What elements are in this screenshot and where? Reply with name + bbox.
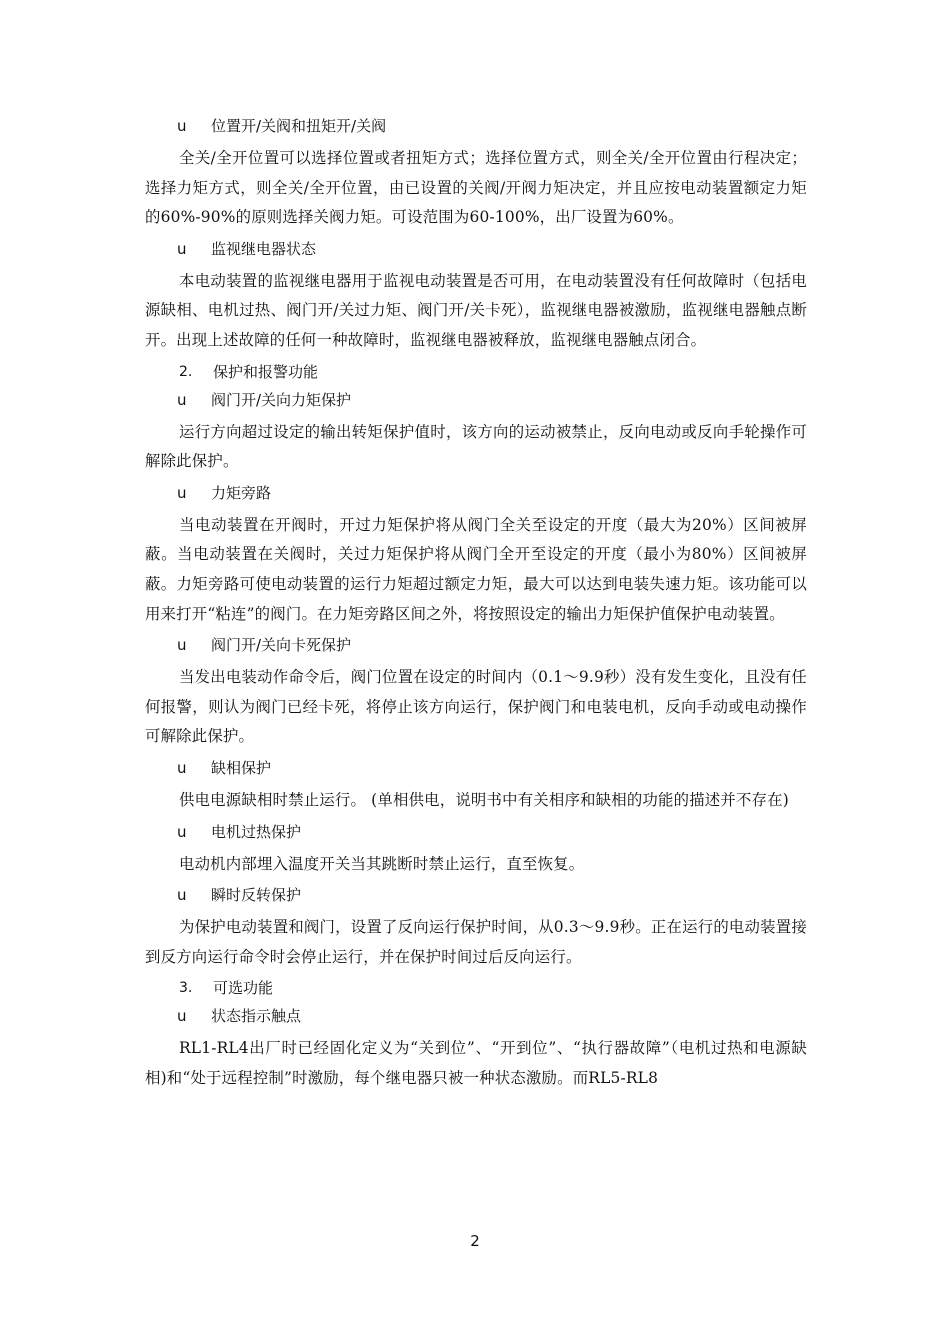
heading-stall-protection — [145, 635, 807, 655]
heading-monitor-relay — [145, 239, 807, 259]
bullet-marker: u — [177, 886, 187, 905]
bullet-marker: u — [177, 636, 187, 655]
heading-text: 电机过热保护 — [211, 822, 302, 841]
paragraph-torque-bypass: 当电动装置在开阀时，开过力矩保护将从阀门全关至设定的开度（最大为20%）区间被屏蔽。当电动装置在关阀时，关过力矩保护将从阀门全开至设定的开度（最小为80%）区间被屏蔽。力矩旁路可使电动装置的运行力矩超过额定力矩，最大可以达到电装失速力矩。该功能可以用来打开“粘连”的阀门。在力矩旁路区间之外，将按照设定的输出力矩保护值保护电动装置。 — [145, 515, 807, 623]
heading-text: 保护和报警功能 — [213, 362, 319, 381]
heading-text: 状态指示触点 — [211, 1007, 302, 1026]
heading-text: 阀门开/关向力矩保护 — [211, 390, 352, 409]
paragraph-phase-loss: 供电电源缺相时禁止运行。 (单相供电，说明书中有关相序和缺相的功能的描述并不存在) — [179, 790, 789, 809]
heading-phase-loss — [145, 758, 807, 778]
heading-status-contacts — [145, 1006, 807, 1026]
paragraph-position-torque-mode: 全关/全开位置可以选择位置或者扭矩方式；选择位置方式，则全关/全开位置由行程决定；选择力矩方式，则全关/全开位置，由已设置的关阀/开阀力矩决定，并且应按电动装置额定力矩的60%-90%的原则选择关阀力矩。可设范围为60-100%，出厂设置为60%。 — [145, 149, 807, 227]
heading-text: 位置开/关阀和扭矩开/关阀 — [211, 117, 387, 135]
page-number: 2 — [470, 1232, 480, 1250]
bullet-marker: u — [177, 1007, 187, 1026]
heading-position-torque-mode — [145, 116, 807, 136]
heading-torque-bypass — [145, 483, 807, 503]
heading-reverse-protection — [145, 885, 807, 905]
section-number: 3. — [179, 980, 193, 997]
section-heading-protection — [145, 362, 807, 382]
section-heading-optional — [145, 978, 807, 998]
heading-text: 监视继电器状态 — [211, 239, 317, 258]
section-number: 2. — [179, 363, 193, 380]
heading-text: 力矩旁路 — [211, 483, 272, 502]
paragraph-motor-overheat: 电动机内部埋入温度开关当其跳断时禁止运行，直至恢复。 — [179, 854, 585, 873]
heading-motor-overheat — [145, 822, 807, 842]
paragraph-reverse-protection: 为保护电动装置和阀门，设置了反向运行保护时间，从0.3～9.9秒。正在运行的电动装置接到反方向运行命令时会停止运行，并在保护时间过后反向运行。 — [145, 918, 807, 966]
paragraph-monitor-relay: 本电动装置的监视继电器用于监视电动装置是否可用，在电动装置没有任何故障时（包括电源缺相、电机过热、阀门开/关过力矩、阀门开/关卡死），监视继电器被激励，监视继电器触点断开。出现上述故障的任何一种故障时，监视继电器被释放，监视继电器触点闭合。 — [145, 271, 807, 349]
bullet-marker: u — [177, 117, 187, 135]
document-body — [145, 116, 807, 1099]
heading-text: 缺相保护 — [211, 758, 272, 777]
paragraph-torque-protection: 运行方向超过设定的输出转矩保护值时，该方向的运动被禁止，反向电动或反向手轮操作可解除此保护。 — [145, 422, 807, 471]
heading-torque-protection — [145, 390, 807, 410]
heading-text: 可选功能 — [213, 979, 274, 998]
bullet-marker: u — [177, 758, 187, 777]
paragraph-status-contacts: RL1-RL4出厂时已经固化定义为“关到位”、“开到位”、“执行器故障”（电机过热和电源缺相)和“处于远程控制”时激励，每个继电器只被一种状态激励。而RL5-RL8 — [145, 1039, 807, 1087]
bullet-marker: u — [177, 239, 187, 258]
bullet-marker: u — [177, 483, 187, 502]
heading-text: 瞬时反转保护 — [211, 886, 302, 905]
paragraph-stall-protection: 当发出电装动作命令后，阀门位置在设定的时间内（0.1～9.9秒）没有发生变化，且没有任何报警，则认为阀门已经卡死，将停止该方向运行，保护阀门和电装电机，反向手动或电动操作可解除此保护。 — [145, 668, 807, 746]
bullet-marker: u — [177, 390, 187, 409]
bullet-marker: u — [177, 822, 187, 841]
heading-text: 阀门开/关向卡死保护 — [211, 636, 352, 655]
